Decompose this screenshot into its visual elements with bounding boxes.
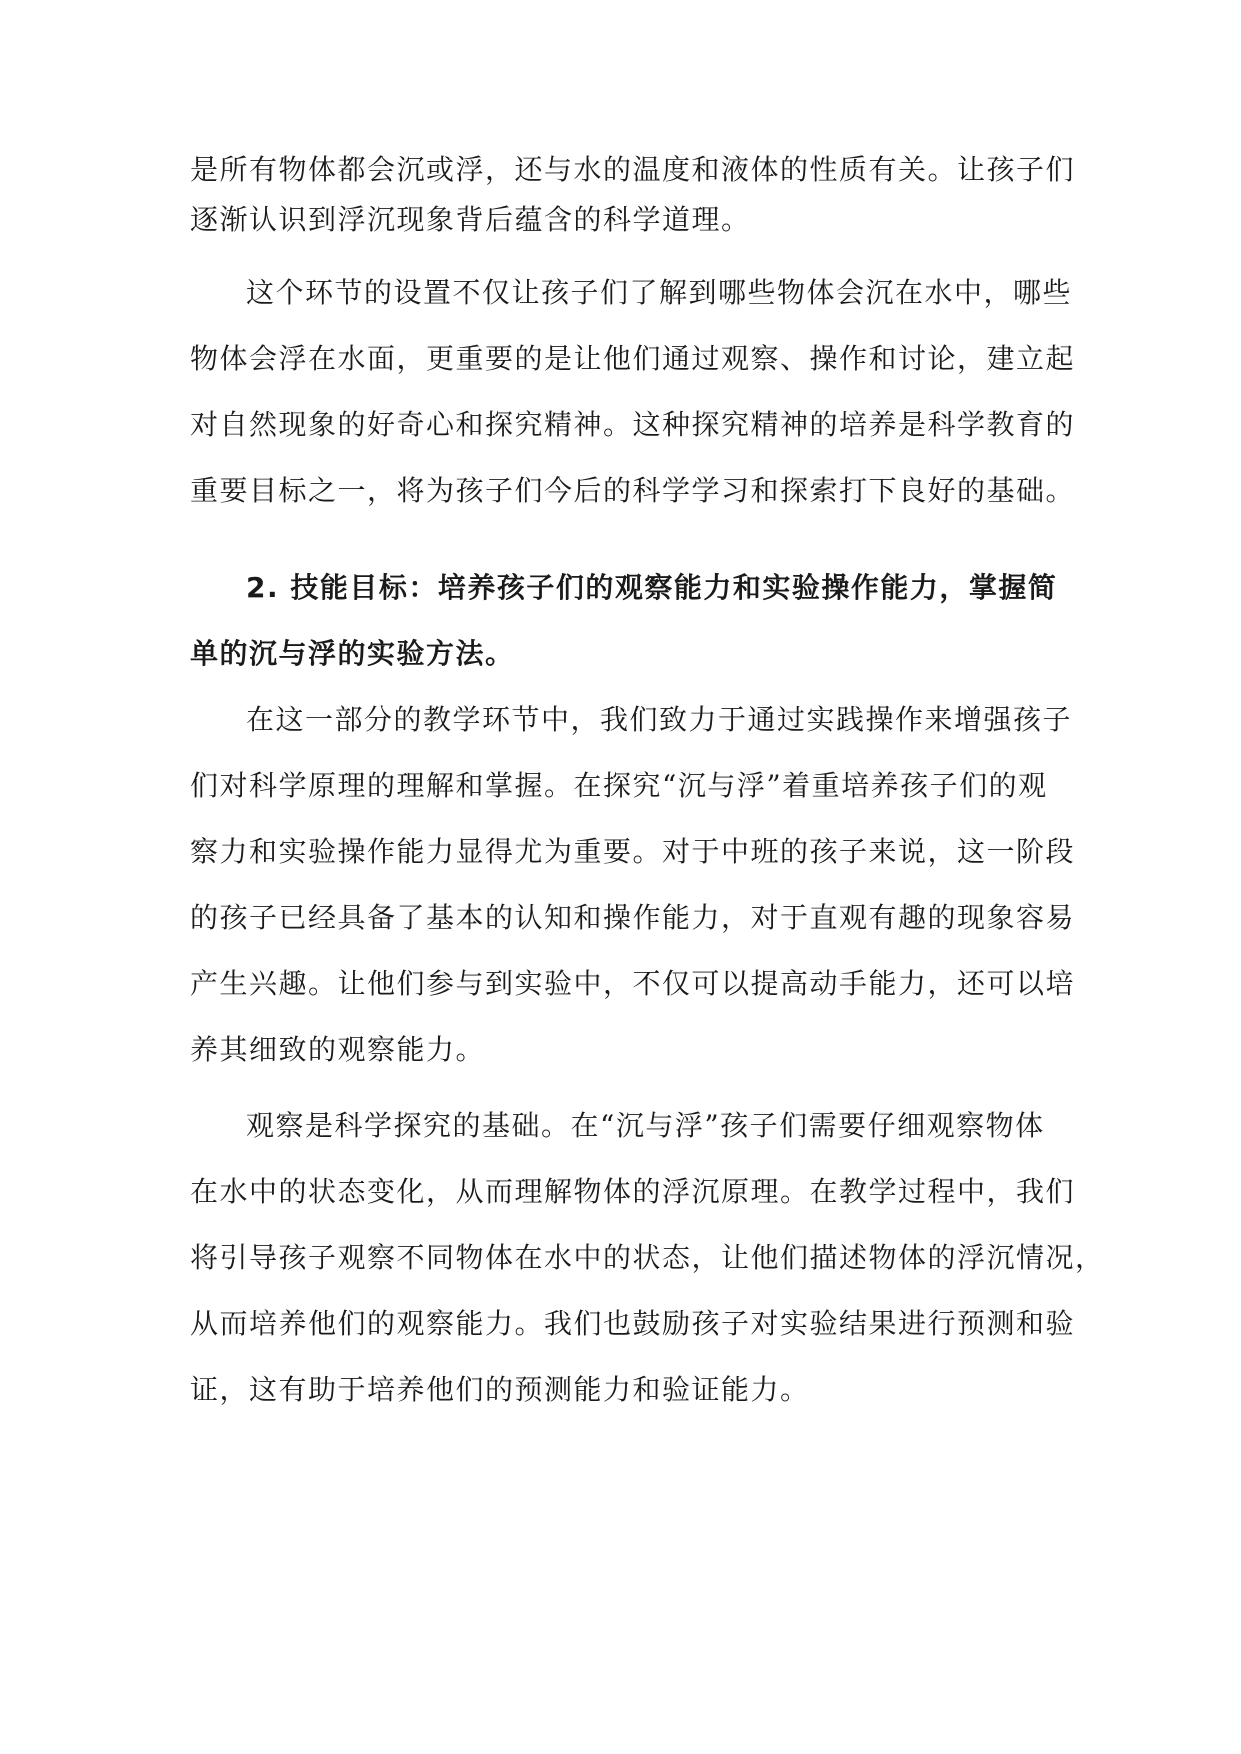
paragraph-line: 是所有物体都会沉或浮，还与水的温度和液体的性质有关。让孩子们 <box>190 153 1076 186</box>
paragraph-line: 逐渐认识到浮沉现象背后蕴含的科学道理。 <box>190 203 751 236</box>
paragraph-line: 们对科学原理的理解和掌握。在探究“沉与浮”着重培养孩子们的观 <box>190 769 1048 802</box>
paragraph-line: 在这一部分的教学环节中，我们致力于通过实践操作来增强孩子 <box>246 703 1073 736</box>
paragraph-line: 观察是科学探究的基础。在“沉与浮”孩子们需要仔细观察物体 <box>246 1109 1045 1142</box>
paragraph-line: 养其细致的观察能力。 <box>190 1033 486 1066</box>
paragraph-line: 产生兴趣。让他们参与到实验中，不仅可以提高动手能力，还可以培 <box>190 967 1076 1000</box>
paragraph-line: 的孩子已经具备了基本的认知和操作能力，对于直观有趣的现象容易 <box>190 901 1076 934</box>
paragraph-line: 重要目标之一，将为孩子们今后的科学学习和探索打下良好的基础。 <box>190 474 1076 507</box>
paragraph-line: 察力和实验操作能力显得尤为重要。对于中班的孩子来说，这一阶段 <box>190 835 1076 868</box>
section-heading-line: 单的沉与浮的实验方法。 <box>190 637 515 670</box>
paragraph-line: 将引导孩子观察不同物体在水中的状态，让他们描述物体的浮沉情况， <box>190 1241 1105 1274</box>
paragraph-line: 对自然现象的好奇心和探究精神。这种探究精神的培养是科学教育的 <box>190 408 1076 441</box>
paragraph-line: 物体会浮在水面，更重要的是让他们通过观察、操作和讨论，建立起 <box>190 342 1076 375</box>
paragraph-line: 在水中的状态变化，从而理解物体的浮沉原理。在教学过程中，我们 <box>190 1175 1076 1208</box>
paragraph-line: 从而培养他们的观察能力。我们也鼓励孩子对实验结果进行预测和验 <box>190 1307 1076 1340</box>
section-heading-line: 2. 技能目标：培养孩子们的观察能力和实验操作能力，掌握简 <box>246 571 1058 604</box>
paragraph-line: 这个环节的设置不仅让孩子们了解到哪些物体会沉在水中，哪些 <box>246 276 1073 309</box>
paragraph-line: 证，这有助于培养他们的预测能力和验证能力。 <box>190 1373 810 1406</box>
